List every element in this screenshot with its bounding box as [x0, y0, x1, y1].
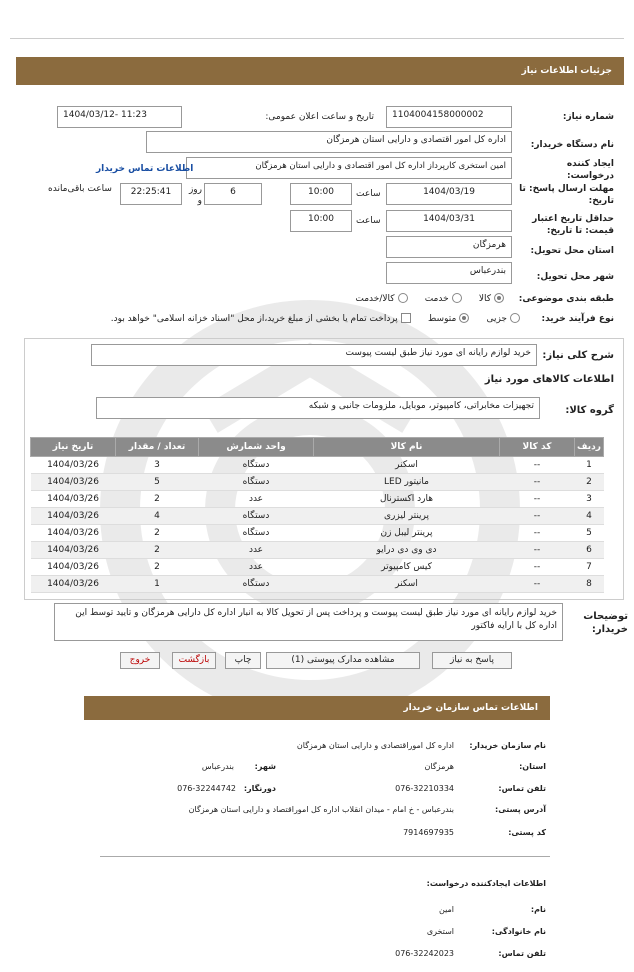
- price-validity-label: حداقل تاریخ اعتبار قیمت: تا تاریخ:: [532, 214, 614, 236]
- items-table-wrap: [30, 437, 604, 593]
- cell-qty: 4: [116, 508, 199, 525]
- need-number-label: شماره نیاز:: [562, 112, 614, 122]
- category-option-service[interactable]: خدمت: [425, 294, 462, 304]
- cell-qty: 3: [116, 457, 199, 474]
- items-table-body: [31, 457, 604, 593]
- cell-date: 1404/03/26: [31, 474, 116, 491]
- items-title: اطلاعات کالاهای مورد نیاز: [484, 374, 614, 385]
- response-deadline-label: مهلت ارسال پاسخ: تا تاریخ:: [519, 184, 614, 206]
- cell-date: 1404/03/26: [31, 525, 116, 542]
- cell-qty: 2: [116, 542, 199, 559]
- cell-code: --: [500, 491, 575, 508]
- days-label: روز و: [188, 185, 202, 206]
- radio-icon: [459, 313, 469, 323]
- contact-province-value: هرمزگان: [424, 762, 454, 771]
- col-unit: واحد شمارش: [199, 438, 314, 457]
- cell-date: 1404/03/26: [31, 457, 116, 474]
- cell-row: 8: [575, 576, 604, 593]
- cell-row: 4: [575, 508, 604, 525]
- goods-group-field: تجهیزات مخابراتی، کامپیوتر، موبایل، ملزومات جانبی و شبکه: [96, 397, 540, 419]
- announce-datetime-field: 1404/03/12- 11:23: [57, 106, 182, 128]
- delivery-city-field: بندرعباس: [386, 262, 512, 284]
- remaining-time-field: 22:25:41: [120, 183, 182, 205]
- print-button[interactable]: چاپ: [225, 652, 261, 669]
- category-option-goods[interactable]: کالا: [479, 294, 504, 304]
- cell-row: 1: [575, 457, 604, 474]
- page-header-title: جزئیات اطلاعات نیاز: [521, 66, 612, 76]
- contact-postal-value: 7914697935: [403, 828, 454, 837]
- category-options: [355, 293, 504, 304]
- cell-unit: دستگاه: [199, 457, 314, 474]
- cell-unit: عدد: [199, 542, 314, 559]
- days-field: 6: [204, 183, 262, 205]
- treasury-checkbox[interactable]: [111, 314, 411, 324]
- process-option-minor[interactable]: جزیی: [486, 314, 520, 324]
- delivery-city-label: شهر محل تحویل:: [536, 272, 614, 282]
- summary-field: خرید لوازم رایانه ای مورد نیاز طبق لیست پیوست: [91, 344, 537, 366]
- cell-unit: دستگاه: [199, 508, 314, 525]
- cell-date: 1404/03/26: [31, 576, 116, 593]
- contact-header-title: اطلاعات تماس سازمان خریدار: [403, 703, 538, 713]
- buyer-org-field: اداره کل امور اقتصادی و دارایی استان هرمزگان: [146, 131, 512, 153]
- summary-label: شرح کلی نیاز:: [542, 350, 614, 361]
- cell-unit: عدد: [199, 559, 314, 576]
- cell-name: پرینتر لیزری: [314, 508, 500, 525]
- price-validity-date-field: 1404/03/31: [386, 210, 512, 232]
- buyer-contact-link[interactable]: اطلاعات تماس خریدار: [96, 164, 194, 174]
- cell-row: 2: [575, 474, 604, 491]
- cell-unit: عدد: [199, 491, 314, 508]
- cell-name: کیس کامپیوتر: [314, 559, 500, 576]
- response-time-field: 10:00: [290, 183, 352, 205]
- treasury-note: پرداخت تمام یا بخشی از مبلغ خرید،از محل "اسناد خزانه اسلامی" خواهد بود.: [110, 313, 398, 324]
- table-row: [31, 576, 604, 593]
- checkbox-icon: [401, 313, 411, 323]
- back-button[interactable]: بازگشت: [172, 652, 216, 669]
- table-row: [31, 474, 604, 491]
- radio-icon: [494, 293, 504, 303]
- buyer-org-label: نام دستگاه خریدار:: [530, 140, 614, 150]
- delivery-province-field: هرمزگان: [386, 236, 512, 258]
- top-divider: [10, 38, 624, 39]
- cell-row: 3: [575, 491, 604, 508]
- requester-label: ایجاد کننده درخواست:: [566, 159, 614, 181]
- cell-name: دی وی دی درایو: [314, 542, 500, 559]
- creator-family-label: نام خانوادگی:: [491, 927, 546, 936]
- cell-code: --: [500, 457, 575, 474]
- col-date: تاریخ نیاز: [31, 438, 116, 457]
- table-row: [31, 542, 604, 559]
- contact-header: [84, 696, 550, 720]
- creator-name-value: امین: [438, 905, 454, 914]
- creator-phone-value: 076-32242023: [395, 949, 454, 958]
- cell-qty: 2: [116, 525, 199, 542]
- buyer-notes-label: توضیحات خریدار:: [583, 611, 628, 635]
- cell-row: 5: [575, 525, 604, 542]
- contact-phone-value: 076-32210334: [395, 784, 454, 793]
- radio-icon: [452, 293, 462, 303]
- cell-date: 1404/03/26: [31, 491, 116, 508]
- cell-name: اسکنر: [314, 576, 500, 593]
- col-name: نام کالا: [314, 438, 500, 457]
- price-validity-time-field: 10:00: [290, 210, 352, 232]
- category-label: طبقه بندی موضوعی:: [518, 294, 614, 304]
- cell-qty: 2: [116, 491, 199, 508]
- cell-code: --: [500, 474, 575, 491]
- cell-qty: 2: [116, 559, 199, 576]
- cell-code: --: [500, 542, 575, 559]
- items-table: [30, 437, 604, 593]
- buyer-notes-field: خرید لوازم رایانه ای مورد نیاز طبق لیست پیوست و پرداخت پس از تحویل کالا به انبار اداره کل دارایی هرمزگان و تایید توسط این اداره کل با ارایه فاکتور: [54, 603, 563, 641]
- contact-province-label: استان:: [519, 762, 546, 771]
- exit-button[interactable]: خروج: [120, 652, 160, 669]
- contact-org-label: نام سازمان خریدار:: [469, 741, 546, 750]
- delivery-province-label: استان محل تحویل:: [530, 246, 614, 256]
- creator-name-label: نام:: [530, 905, 546, 914]
- cell-unit: دستگاه: [199, 474, 314, 491]
- contact-city-value: بندرعباس: [201, 762, 234, 771]
- col-qty: تعداد / مقدار: [116, 438, 199, 457]
- requester-field: امین استخری کارپرداز اداره کل امور اقتصادی و دارایی استان هرمزگان: [186, 157, 512, 179]
- cell-date: 1404/03/26: [31, 508, 116, 525]
- process-options: [111, 313, 520, 324]
- need-number-field: 1104004158000002: [386, 106, 512, 128]
- price-validity-time-label: ساعت: [356, 216, 381, 226]
- cell-row: 6: [575, 542, 604, 559]
- cell-qty: 5: [116, 474, 199, 491]
- contact-org-value: اداره کل اموراقتصادی و دارایی استان هرمزگان: [296, 741, 454, 750]
- contact-divider: [100, 856, 550, 857]
- contact-postal-label: کد پستی:: [508, 828, 546, 837]
- goods-group-label: گروه کالا:: [565, 405, 614, 416]
- cell-name: پرینتر لیبل زن: [314, 525, 500, 542]
- category-option-both[interactable]: کالا/خدمت: [355, 294, 407, 304]
- radio-icon: [398, 293, 408, 303]
- table-row: [31, 525, 604, 542]
- cell-code: --: [500, 559, 575, 576]
- creator-title: اطلاعات ایجادکننده درخواست:: [426, 879, 546, 888]
- cell-row: 7: [575, 559, 604, 576]
- creator-phone-label: تلفن تماس:: [498, 949, 546, 958]
- view-docs-button[interactable]: مشاهده مدارک پیوستی (1): [266, 652, 420, 669]
- table-header-row: [31, 438, 604, 457]
- announce-datetime-label: تاریخ و ساعت اعلان عمومی:: [265, 112, 374, 122]
- radio-icon: [510, 313, 520, 323]
- table-row: [31, 559, 604, 576]
- page-header: [16, 57, 624, 85]
- contact-city-label: شهر:: [254, 762, 276, 771]
- contact-address-value: بندرعباس - خ امام - میدان انقلاب اداره کل اموراقتصاد و دارایی استان هرمزگان: [188, 805, 454, 814]
- cell-name: مانیتور LED: [314, 474, 500, 491]
- contact-fax-value: 076-32244742: [177, 784, 236, 793]
- cell-unit: دستگاه: [199, 576, 314, 593]
- contact-address-label: آدرس پستی:: [495, 805, 546, 814]
- cell-code: --: [500, 508, 575, 525]
- cell-code: --: [500, 576, 575, 593]
- reply-button[interactable]: پاسخ به نیاز: [432, 652, 512, 669]
- col-row: ردیف: [575, 438, 604, 457]
- cell-date: 1404/03/26: [31, 542, 116, 559]
- response-date-field: 1404/03/19: [386, 183, 512, 205]
- table-row: [31, 457, 604, 474]
- process-label: نوع فرآیند خرید:: [541, 314, 614, 324]
- table-row: [31, 508, 604, 525]
- creator-family-value: استخری: [426, 927, 454, 936]
- cell-name: هارد اکسترنال: [314, 491, 500, 508]
- cell-code: --: [500, 525, 575, 542]
- process-option-medium[interactable]: متوسط: [428, 314, 469, 324]
- cell-qty: 1: [116, 576, 199, 593]
- cell-date: 1404/03/26: [31, 559, 116, 576]
- cell-name: اسکنر: [314, 457, 500, 474]
- contact-phone-label: تلفن تماس:: [498, 784, 546, 793]
- cell-unit: دستگاه: [199, 525, 314, 542]
- contact-fax-label: دورنگار:: [243, 784, 276, 793]
- table-row: [31, 491, 604, 508]
- col-code: کد کالا: [500, 438, 575, 457]
- response-time-label: ساعت: [356, 189, 381, 199]
- remaining-time-label: ساعت باقی‌مانده: [48, 184, 112, 194]
